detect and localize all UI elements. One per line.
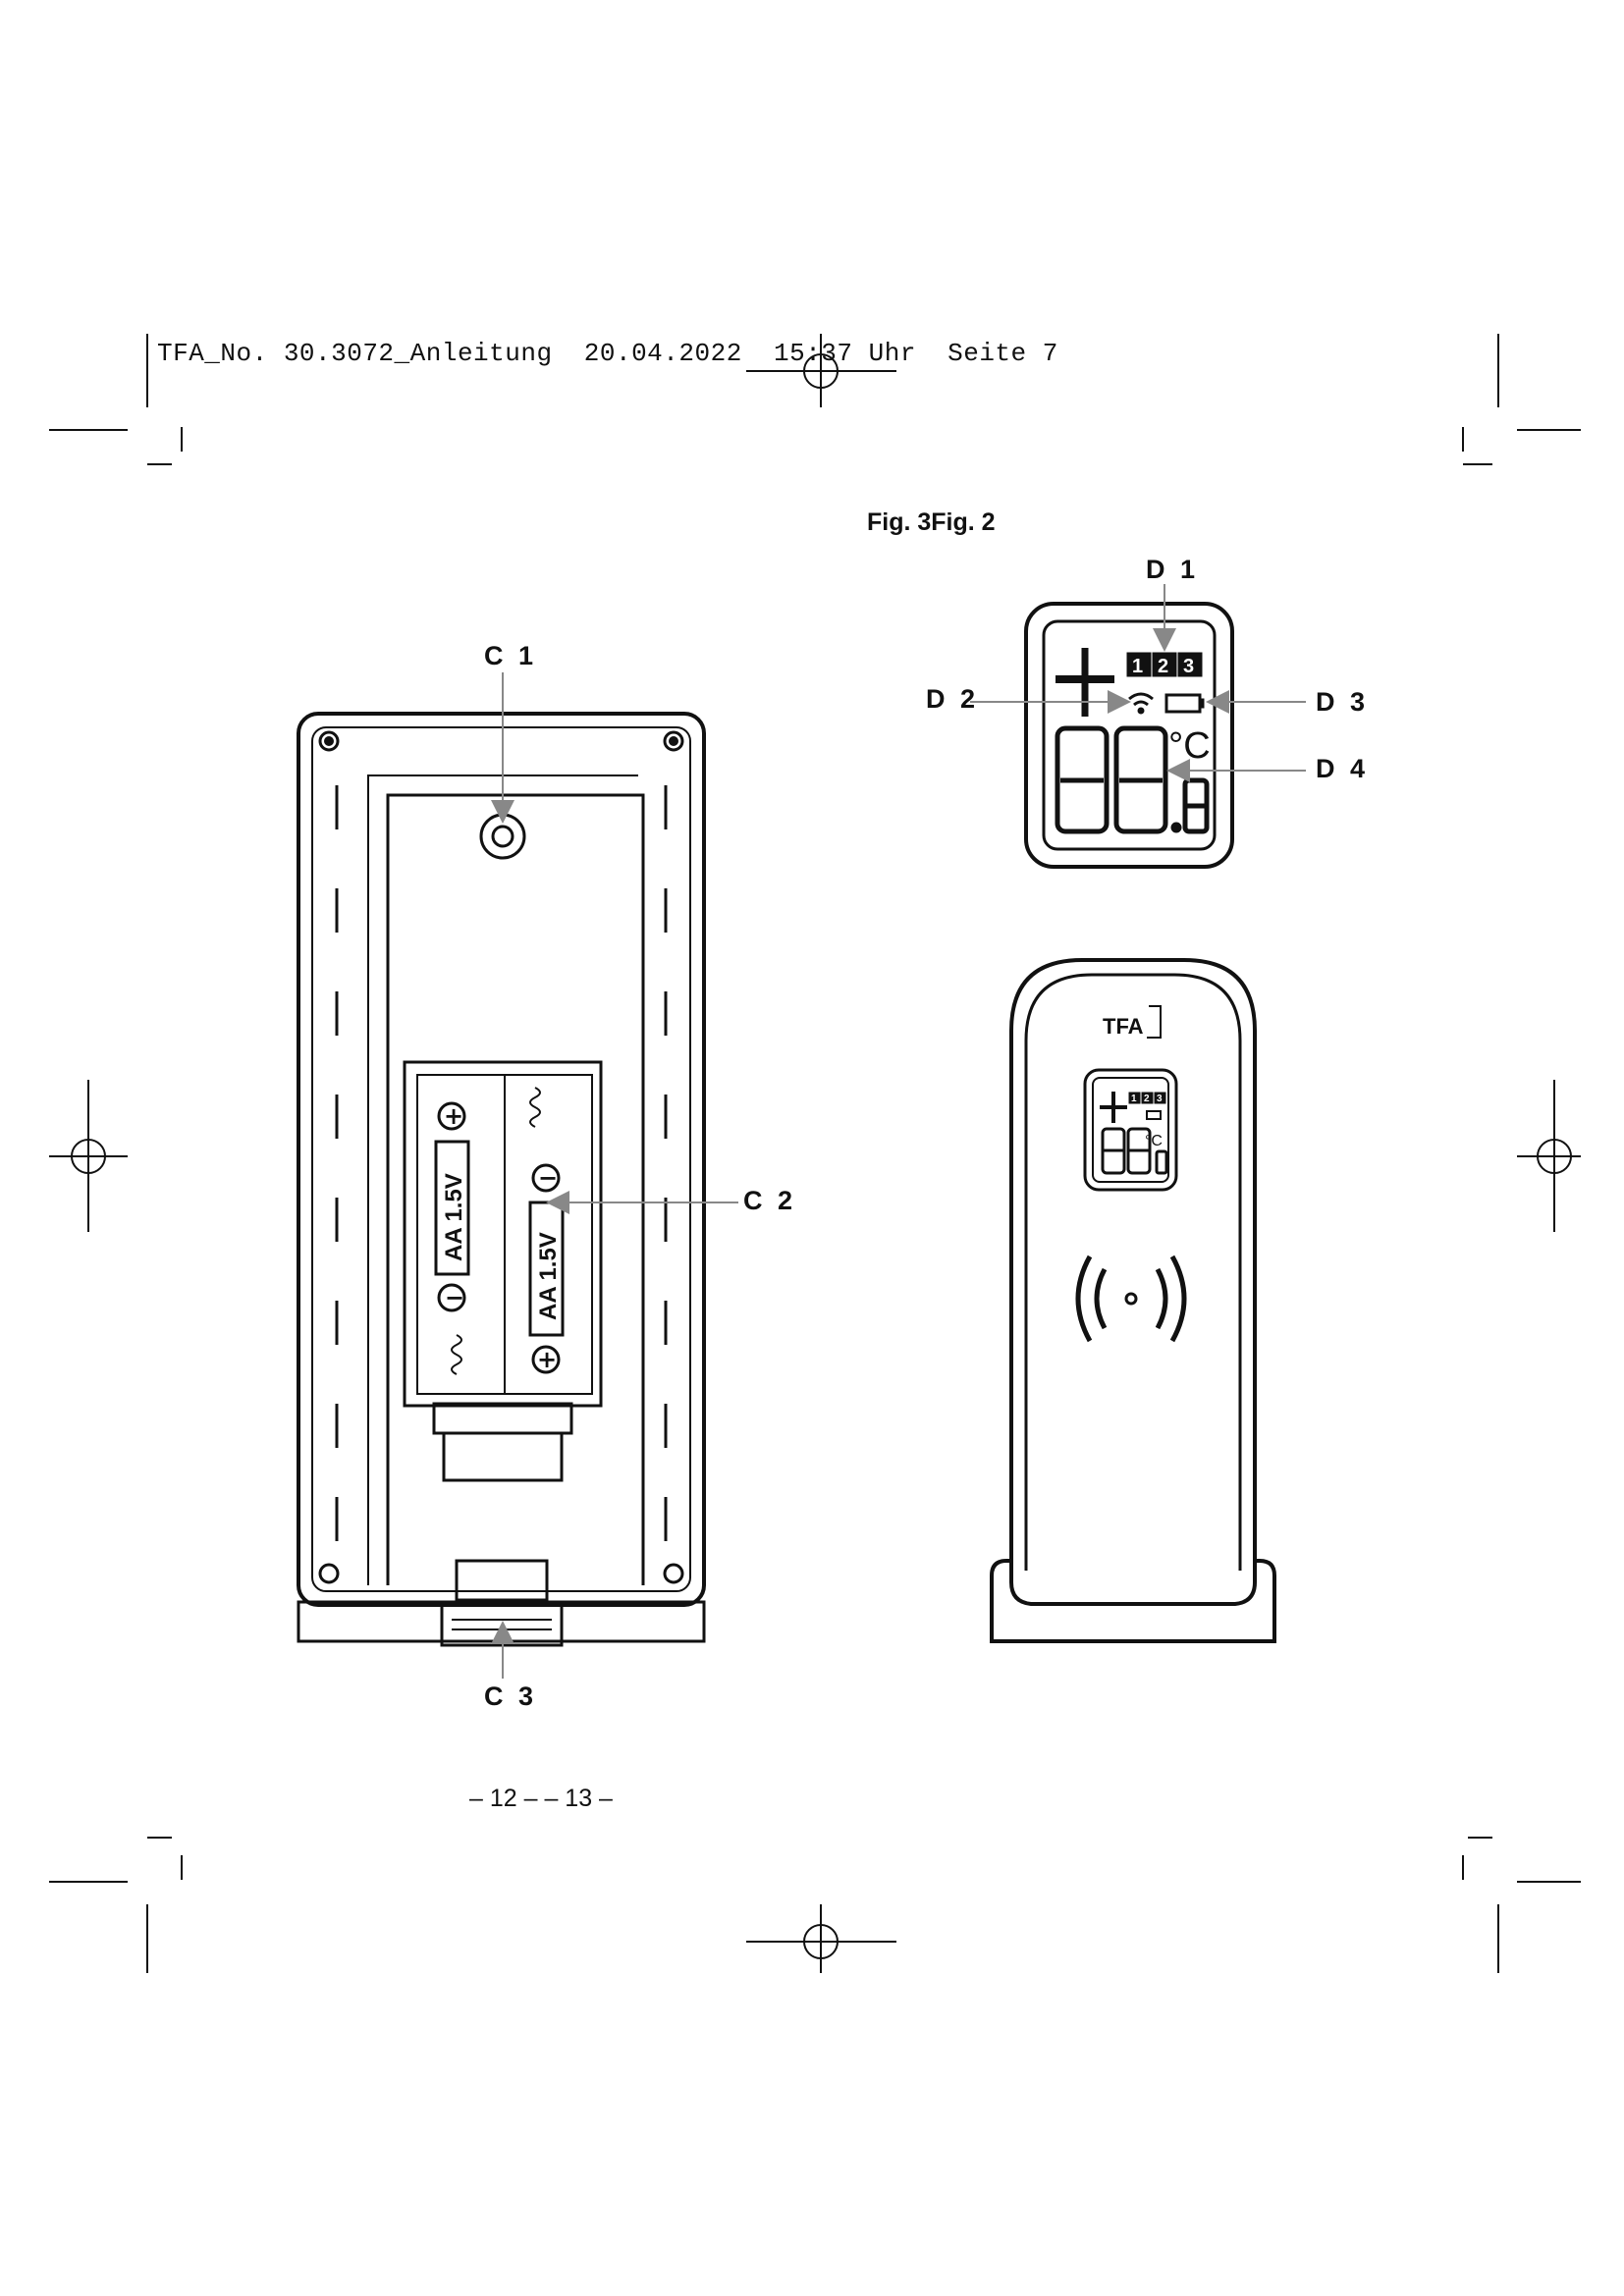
label-d4: D 4 — [1316, 754, 1370, 783]
label-d2: D 2 — [926, 684, 980, 714]
svg-text:2: 2 — [1158, 656, 1169, 677]
sensor-back-view — [298, 714, 704, 1645]
d-leaders — [970, 584, 1306, 771]
svg-text:−: − — [445, 1284, 465, 1311]
front-display-unit: °C — [1145, 1133, 1163, 1149]
label-c3: C 3 — [484, 1682, 538, 1711]
display-unit: °C — [1168, 725, 1211, 767]
crop-marks — [49, 334, 1581, 1973]
front-display-channels — [1131, 1094, 1163, 1104]
label-c2: C 2 — [743, 1186, 797, 1215]
svg-text:1: 1 — [1132, 656, 1144, 677]
battery-label-2: AA 1.5V — [535, 1232, 562, 1320]
device-front-view — [992, 960, 1274, 1641]
svg-text:2: 2 — [1144, 1094, 1150, 1104]
svg-text:+: + — [444, 1102, 464, 1130]
display-channel-numbers — [1132, 656, 1194, 677]
battery-label-1: AA 1.5V — [441, 1173, 467, 1261]
label-d3: D 3 — [1316, 687, 1370, 717]
svg-text:3: 3 — [1183, 656, 1195, 677]
label-d1: D 1 — [1146, 555, 1200, 584]
svg-text:1: 1 — [1131, 1094, 1137, 1104]
svg-text:−: − — [538, 1164, 559, 1192]
brand-logo: TFA — [1103, 1014, 1144, 1039]
label-c1: C 1 — [484, 641, 538, 670]
svg-text:3: 3 — [1157, 1094, 1163, 1104]
page-numbers: – 12 – – 13 – — [469, 1785, 613, 1812]
svg-text:+: + — [537, 1346, 558, 1373]
print-header: TFA_No. 30.3072_Anleitung 20.04.2022 15:37 Uhr Seite 7 — [157, 339, 1058, 368]
figure-title: Fig. 3Fig. 2 — [867, 508, 996, 536]
